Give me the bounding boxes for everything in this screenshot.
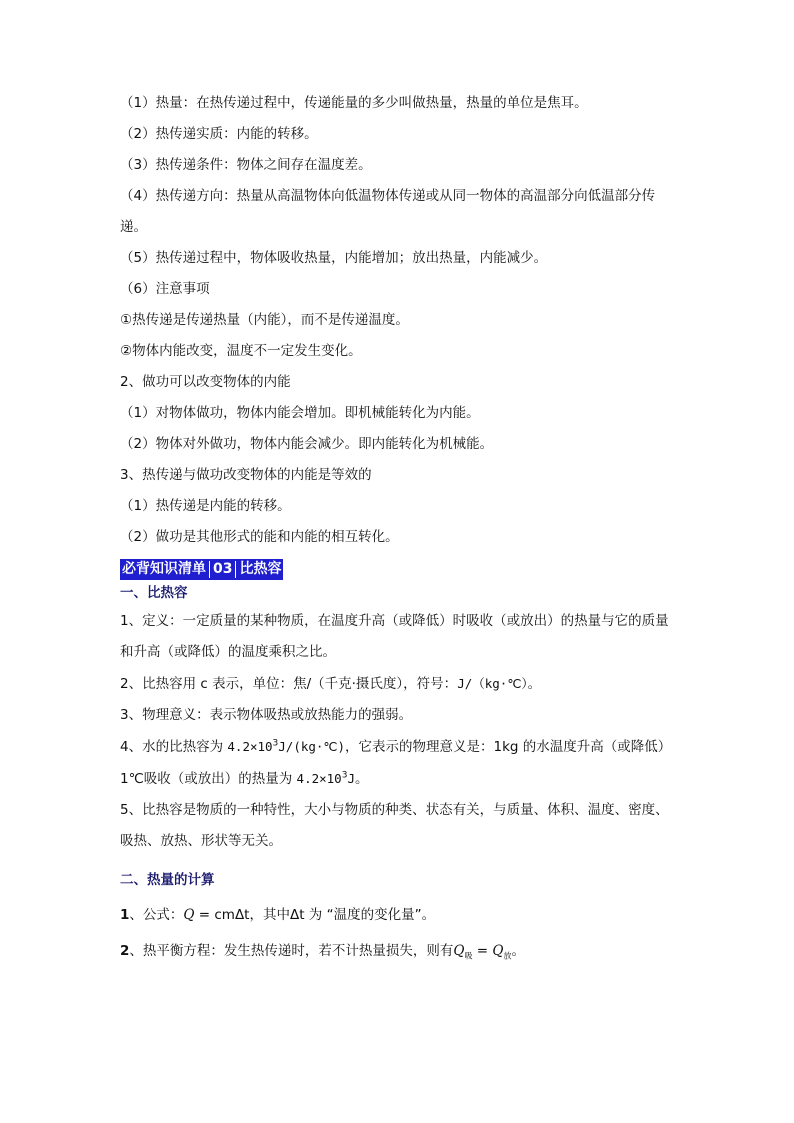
text-line: （5）热传递过程中，物体吸收热量，内能增加；放出热量，内能减少。: [120, 250, 548, 266]
subscript: 放: [503, 951, 512, 961]
text-line: 3、热传递与做功改变物体的内能是等效的: [120, 467, 372, 483]
formula-text: = cmΔt: [194, 907, 250, 923]
section-heading: 一、比热容: [120, 585, 188, 601]
banner-divider: [209, 561, 210, 578]
formula-line: [120, 897, 690, 933]
text-line: （2）热传递实质：内能的转移。: [120, 126, 318, 142]
section-banner: [120, 559, 283, 580]
unit-symbol: J/（kg·℃）: [457, 676, 528, 691]
text-line: ①热传递是传递热量（内能），而不是传递温度。: [120, 312, 409, 328]
unit-symbol: J: [347, 771, 355, 786]
value-span: 4.2×10: [296, 771, 342, 786]
text-line: ②物体内能改变，温度不一定发生变化。: [120, 343, 362, 359]
text-span: 1℃吸收（或放出）的热量为: [120, 771, 297, 787]
text-span: 、热平衡方程：发生热传递时，若不计热量损失，则有: [129, 943, 454, 959]
text-line: （2）物体对外做功，物体内能会减少。即内能转化为机械能。: [120, 436, 494, 452]
water-line-2: [120, 763, 690, 795]
text-line: （1）热传递是内能的转移。: [120, 498, 291, 514]
banner-number: 03: [213, 561, 233, 577]
text-line: （1）热量：在热传递过程中，传递能量的多少叫做热量，热量的单位是焦耳。: [120, 95, 588, 111]
banner-label: 必背知识清单: [122, 561, 206, 577]
section-heading: 二、热量的计算: [120, 872, 215, 888]
text-span: 。: [354, 771, 369, 787]
symbol-Q: Q: [492, 943, 504, 959]
text-line: （6）注意事项: [120, 281, 210, 297]
text-span: 。: [527, 676, 542, 692]
unit-symbol: J/(kg·℃): [278, 739, 345, 754]
item-number: 2: [120, 943, 130, 959]
text-line: 5、比热容是物质的一种特性，大小与物质的种类、状态有关，与质量、体积、温度、密度、: [120, 802, 669, 818]
water-line: [120, 731, 690, 763]
text-line: 和升高（或降低）的温度乘积之比。: [120, 644, 336, 660]
banner-divider: [235, 561, 236, 578]
text-line: 递。: [120, 219, 147, 235]
value-span: 4.2×10: [227, 739, 273, 754]
text-line: （4）热传递方向：热量从高温物体向低温物体传递或从同一物体的高温部分向低温部分传: [120, 188, 656, 204]
text-line: 1、定义：一定质量的某种物质，在温度升高（或降低）时吸收（或放出）的热量与它的质量: [120, 613, 669, 629]
banner-title: 比热容: [239, 561, 282, 577]
text-span: 2、比热容用 c 表示，单位：焦/（千克·摄氏度），符号：: [120, 676, 458, 692]
text-span: 、公式：: [129, 907, 184, 923]
document-page: [120, 88, 690, 969]
symbol-Q: Q: [453, 943, 465, 959]
text-span: ，它表示的物理意义是：1kg 的水温度升高（或降低）: [345, 739, 672, 755]
text-line: 3、物理意义：表示物体吸热或放热能力的强弱。: [120, 707, 413, 723]
text-span: ，其中Δt 为 “温度的变化量”。: [249, 907, 436, 923]
subscript: 吸: [464, 951, 473, 961]
text-line: 2、做功可以改变物体的内能: [120, 374, 291, 390]
text-line: （3）热传递条件：物体之间存在温度差。: [120, 157, 372, 173]
symbol-Q: Q: [183, 907, 195, 923]
text-line: 吸热、放热、形状等无关。: [120, 833, 282, 849]
exponent: 3: [341, 770, 348, 781]
formula-text: =: [472, 943, 493, 959]
text-span: 。: [511, 943, 525, 959]
text-span: 4、水的比热容为: [120, 739, 228, 755]
item-number: 1: [120, 907, 130, 923]
text-line: （2）做功是其他形式的能和内能的相互转化。: [120, 529, 399, 545]
unit-line: [120, 668, 690, 700]
text-line: （1）对物体做功，物体内能会增加。即机械能转化为内能。: [120, 405, 480, 421]
formula-line: [120, 933, 690, 969]
exponent: 3: [272, 738, 279, 749]
